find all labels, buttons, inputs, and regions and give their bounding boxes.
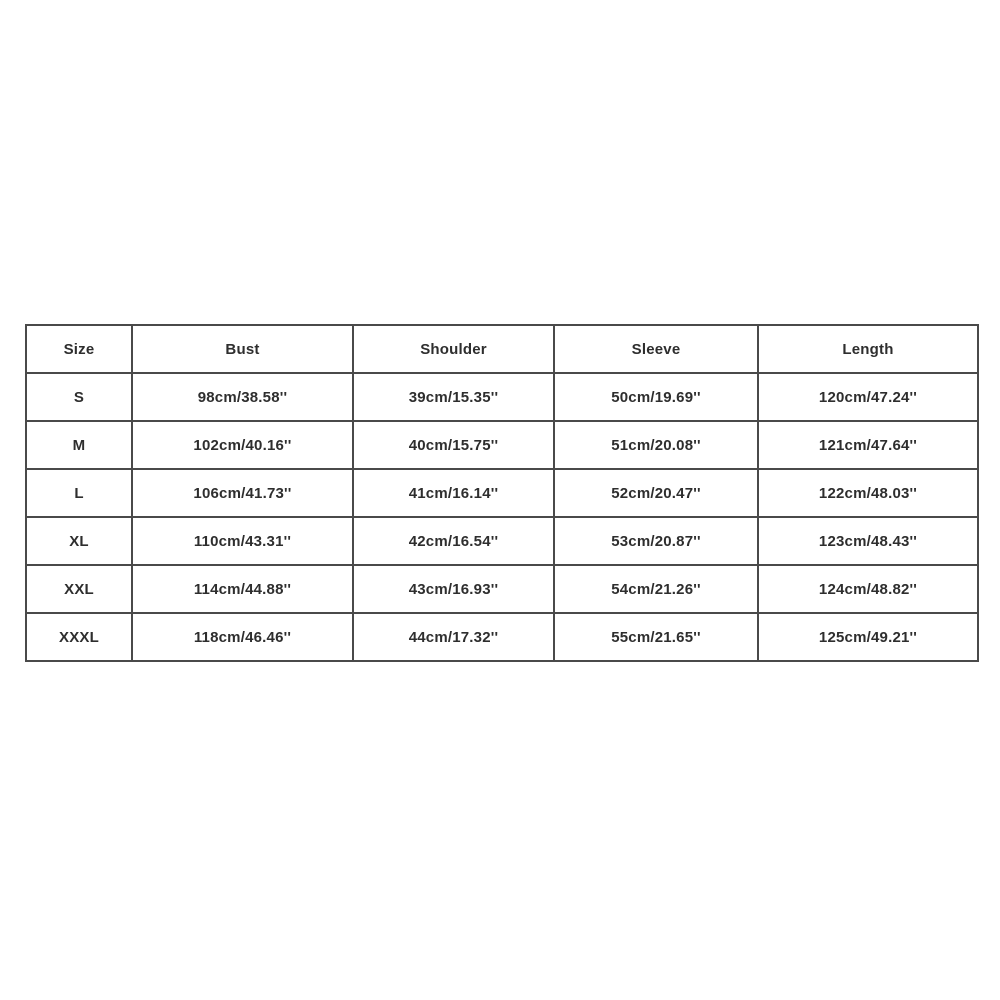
table-row-xl [26,517,978,565]
sleeve-cell: 51cm/20.08'' [554,421,758,469]
length-cell: 122cm/48.03'' [758,469,978,517]
bust-cell: 102cm/40.16'' [132,421,353,469]
length-cell: 123cm/48.43'' [758,517,978,565]
header-cell-sleeve: Sleeve [554,325,758,373]
table-row-m [26,421,978,469]
table-row-s [26,373,978,421]
size-chart-table [25,324,979,662]
size-cell: XL [26,517,132,565]
shoulder-cell: 44cm/17.32'' [353,613,554,661]
size-cell: S [26,373,132,421]
header-cell-bust: Bust [132,325,353,373]
sleeve-cell: 54cm/21.26'' [554,565,758,613]
size-cell: XXXL [26,613,132,661]
sleeve-cell: 55cm/21.65'' [554,613,758,661]
length-cell: 120cm/47.24'' [758,373,978,421]
sleeve-cell: 52cm/20.47'' [554,469,758,517]
length-cell: 124cm/48.82'' [758,565,978,613]
shoulder-cell: 41cm/16.14'' [353,469,554,517]
bust-cell: 98cm/38.58'' [132,373,353,421]
size-cell: L [26,469,132,517]
table-row-xxl [26,565,978,613]
table-row-l [26,469,978,517]
header-cell-size: Size [26,325,132,373]
header-cell-length: Length [758,325,978,373]
bust-cell: 106cm/41.73'' [132,469,353,517]
shoulder-cell: 42cm/16.54'' [353,517,554,565]
size-chart-container [25,324,977,662]
shoulder-cell: 39cm/15.35'' [353,373,554,421]
bust-cell: 114cm/44.88'' [132,565,353,613]
shoulder-cell: 43cm/16.93'' [353,565,554,613]
header-row [26,325,978,373]
shoulder-cell: 40cm/15.75'' [353,421,554,469]
sleeve-cell: 53cm/20.87'' [554,517,758,565]
table-row-xxxl [26,613,978,661]
size-cell: M [26,421,132,469]
length-cell: 121cm/47.64'' [758,421,978,469]
header-cell-shoulder: Shoulder [353,325,554,373]
size-cell: XXL [26,565,132,613]
sleeve-cell: 50cm/19.69'' [554,373,758,421]
length-cell: 125cm/49.21'' [758,613,978,661]
bust-cell: 110cm/43.31'' [132,517,353,565]
bust-cell: 118cm/46.46'' [132,613,353,661]
